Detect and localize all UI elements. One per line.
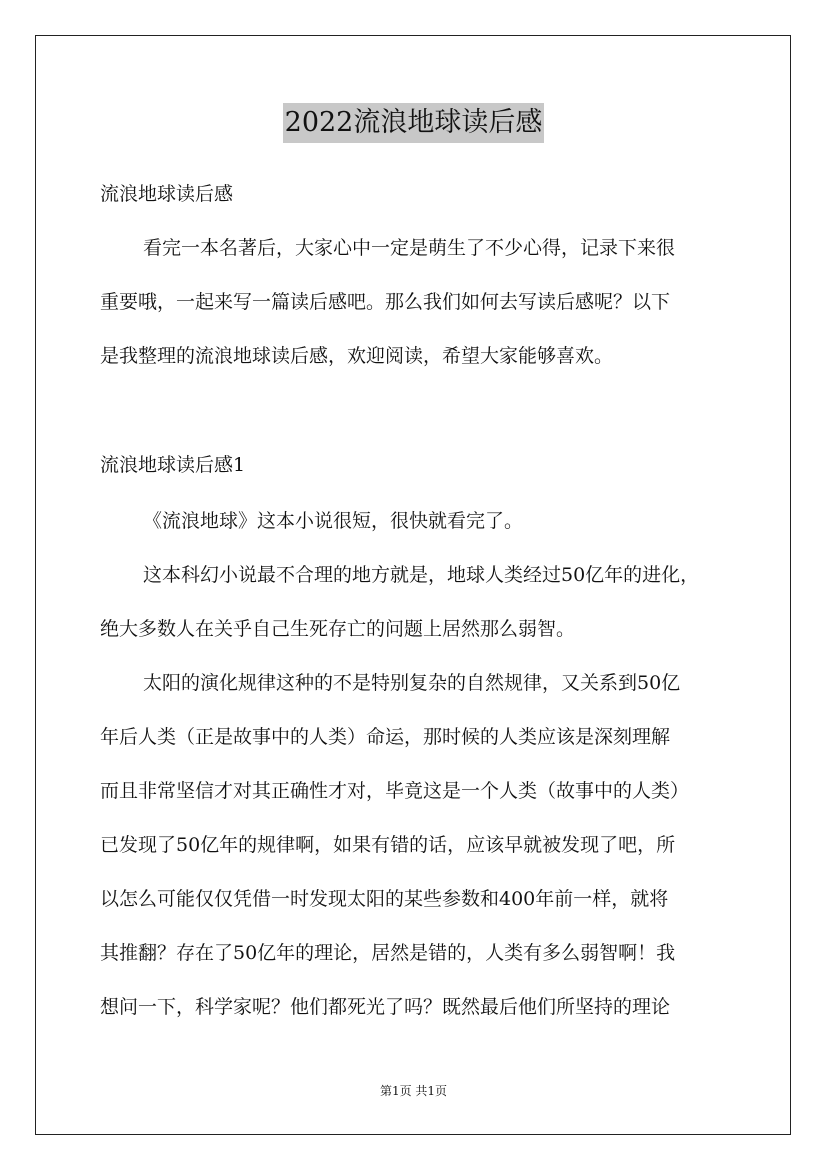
body-line: 年后人类（正是故事中的人类）命运，那时候的人类应该是深刻理解 <box>100 726 671 748</box>
body-line: 这本科幻小说最不合理的地方就是，地球人类经过50亿年的进化， <box>143 564 700 586</box>
document-title: 2022流浪地球读后感 <box>283 103 545 143</box>
body-line: 《流浪地球》这本小说很短，很快就看完了。 <box>143 510 524 532</box>
body-line: 以怎么可能仅仅凭借一时发现太阳的某些参数和400年前一样，就将 <box>100 888 669 910</box>
intro-line: 看完一本名著后，大家心中一定是萌生了不少心得，记录下来很 <box>143 237 676 259</box>
title-container <box>0 103 827 143</box>
document-subtitle: 流浪地球读后感 <box>100 183 234 205</box>
body-line: 已发现了50亿年的规律啊，如果有错的话，应该早就被发现了吧，所 <box>100 834 676 856</box>
page-footer: 第1页 共1页 <box>379 1084 448 1098</box>
body-line: 绝大多数人在关乎自己生死存亡的问题上居然那么弱智。 <box>100 618 576 640</box>
section-heading: 流浪地球读后感1 <box>100 454 246 476</box>
intro-line: 重要哦，一起来写一篇读后感吧。那么我们如何去写读后感呢？以下 <box>100 291 671 313</box>
body-line: 太阳的演化规律这种的不是特别复杂的自然规律，又关系到50亿 <box>143 672 681 694</box>
body-line: 想问一下，科学家呢？他们都死光了吗？既然最后他们所坚持的理论 <box>100 996 671 1018</box>
intro-line: 是我整理的流浪地球读后感，欢迎阅读，希望大家能够喜欢。 <box>100 345 614 367</box>
body-line: 其推翻？存在了50亿年的理论，居然是错的，人类有多么弱智啊！我 <box>100 942 676 964</box>
body-line: 而且非常坚信才对其正确性才对，毕竟这是一个人类（故事中的人类） <box>100 780 690 802</box>
